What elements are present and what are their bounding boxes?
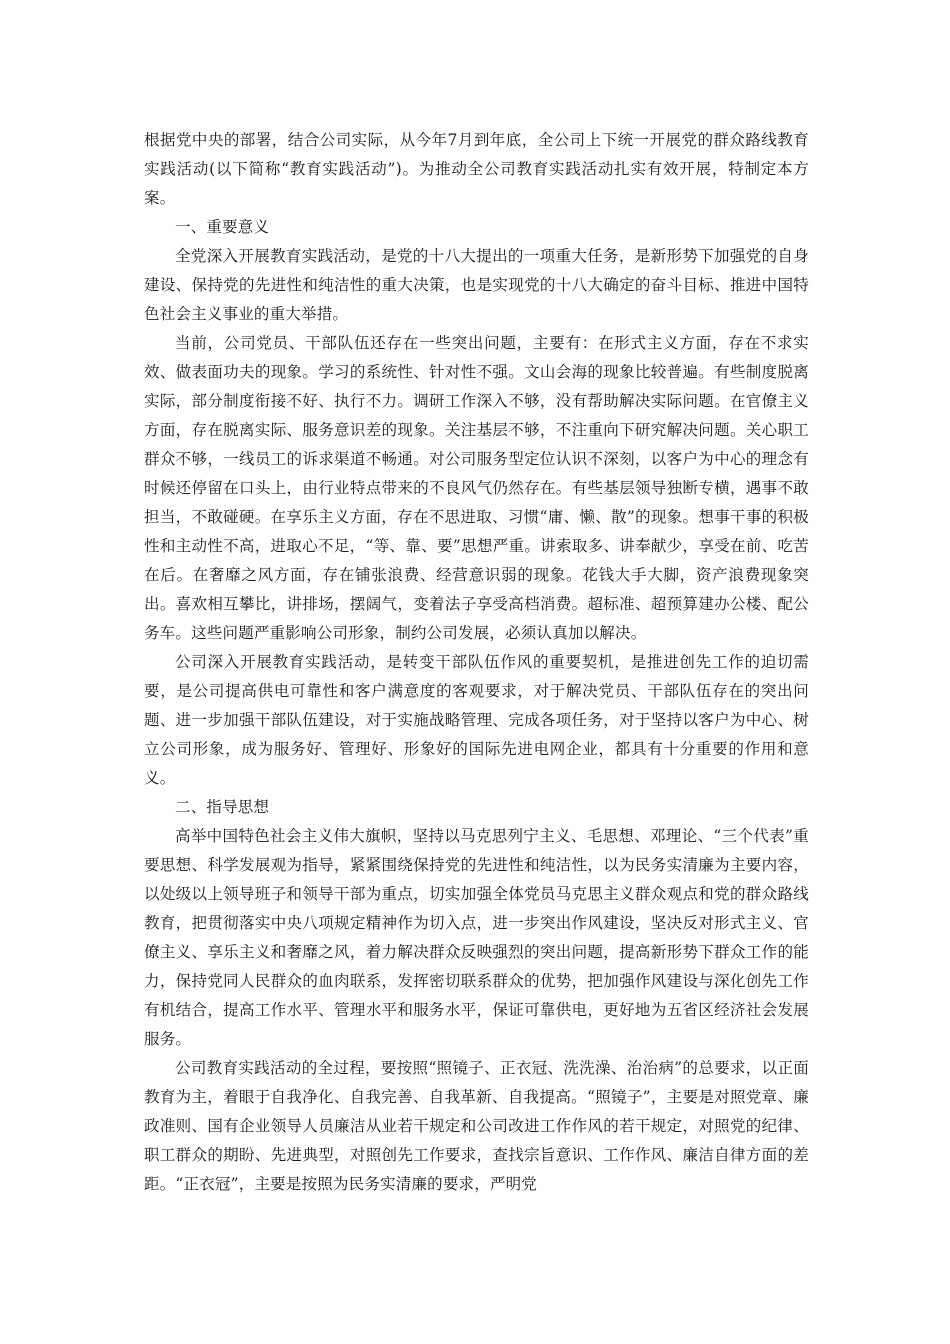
section-heading-significance: 一、重要意义	[175, 218, 270, 236]
paragraph-guiding-ideology-2: 公司教育实践活动的全过程，要按照“照镜子、正衣冠、洗洗澡、治治病”的总要求，以正面教育为主，着眼于自我净化、自我完善、自我革新、自我提高。“照镜子”，主要是对照党章、廉政准则、国有企业领导人员廉洁从业若干规定和公司改进工作作风的若干规定，对照党的纪律、职工群众的期盼、先进典型，对照创先工作要求，查找宗旨意识、工作作风、廉洁自律方面的差距。“正衣冠”，主要是按照为民务实清廉的要求，严明党	[144, 1059, 809, 1193]
intro-paragraph: 根据党中央的部署，结合公司实际，从今年7月到年底，全公司上下统一开展党的群众路线教育实践活动(以下简称“教育实践活动”)。为推动全公司教育实践活动扎实有效开展，特制定本方案。	[144, 131, 809, 207]
paragraph-guiding-ideology-1: 高举中国特色社会主义伟大旗帜，坚持以马克思列宁主义、毛思想、邓理论、“三个代表”重要思想、科学发展观为指导，紧紧围绕保持党的先进性和纯洁性，以为民务实清廉为主要内容，以处级以上领导班子和领导干部为重点，切实加强全体党员马克思主义群众观点和党的群众路线教育，把贯彻落实中央八项规定精神作为切入点，进一步突出作风建设，坚决反对形式主义、官僚主义、享乐主义和奢靡之风，着力解决群众反映强烈的突出问题，提高新形势下群众工作的能力，保持党同人民群众的血肉联系，发挥密切联系群众的优势，把加强作风建设与深化创先工作有机结合，提高工作水平、管理水平和服务水平，保证可靠供电，更好地为五省区经济社会发展服务。	[144, 827, 809, 1048]
paragraph-significance-1: 全党深入开展教育实践活动，是党的十八大提出的一项重大任务，是新形势下加强党的自身建设、保持党的先进性和纯洁性的重大决策，也是实现党的十八大确定的奋斗目标、推进中国特色社会主义事业的重大举措。	[144, 247, 809, 323]
section-heading-guiding-ideology: 二、指导思想	[175, 798, 270, 816]
paragraph-significance-2: 当前，公司党员、干部队伍还存在一些突出问题，主要有：在形式主义方面，存在不求实效、做表面功夫的现象。学习的系统性、针对性不强。文山会海的现象比较普遍。有些制度脱离实际，部分制度衔接不好、执行不力。调研工作深入不够，没有帮助解决实际问题。在官僚主义方面，存在脱离实际、服务意识差的现象。关注基层不够，不注重向下研究解决问题。关心职工群众不够，一线员工的诉求渠道不畅通。对公司服务型定位认识不深刻，以客户为中心的理念有时候还停留在口头上，由行业特点带来的不良风气仍然存在。有些基层领导独断专横，遇事不敢担当，不敢碰硬。在享乐主义方面，存在不思进取、习惯“庸、懒、散”的现象。想事干事的积极性和主动性不高，进取心不足，“等、靠、要”思想严重。讲索取多、讲奉献少，享受在前、吃苦在后。在奢靡之风方面，存在铺张浪费、经营意识弱的现象。花钱大手大脚，资产浪费现象突出。喜欢相互攀比，讲排场，摆阔气，变着法子享受高档消费。超标准、超预算建办公楼、配公务车。这些问题严重影响公司形象，制约公司发展，必须认真加以解决。	[144, 334, 809, 642]
paragraph-significance-3: 公司深入开展教育实践活动，是转变干部队伍作风的重要契机，是推进创先工作的迫切需要，是公司提高供电可靠性和客户满意度的客观要求，对于解决党员、干部队伍存在的突出问题、进一步加强干部队伍建设，对于实施战略管理、完成各项任务，对于坚持以客户为中心、树立公司形象，成为服务好、管理好、形象好的国际先进电网企业，都具有十分重要的作用和意义。	[144, 653, 809, 787]
document-body	[144, 126, 809, 1199]
